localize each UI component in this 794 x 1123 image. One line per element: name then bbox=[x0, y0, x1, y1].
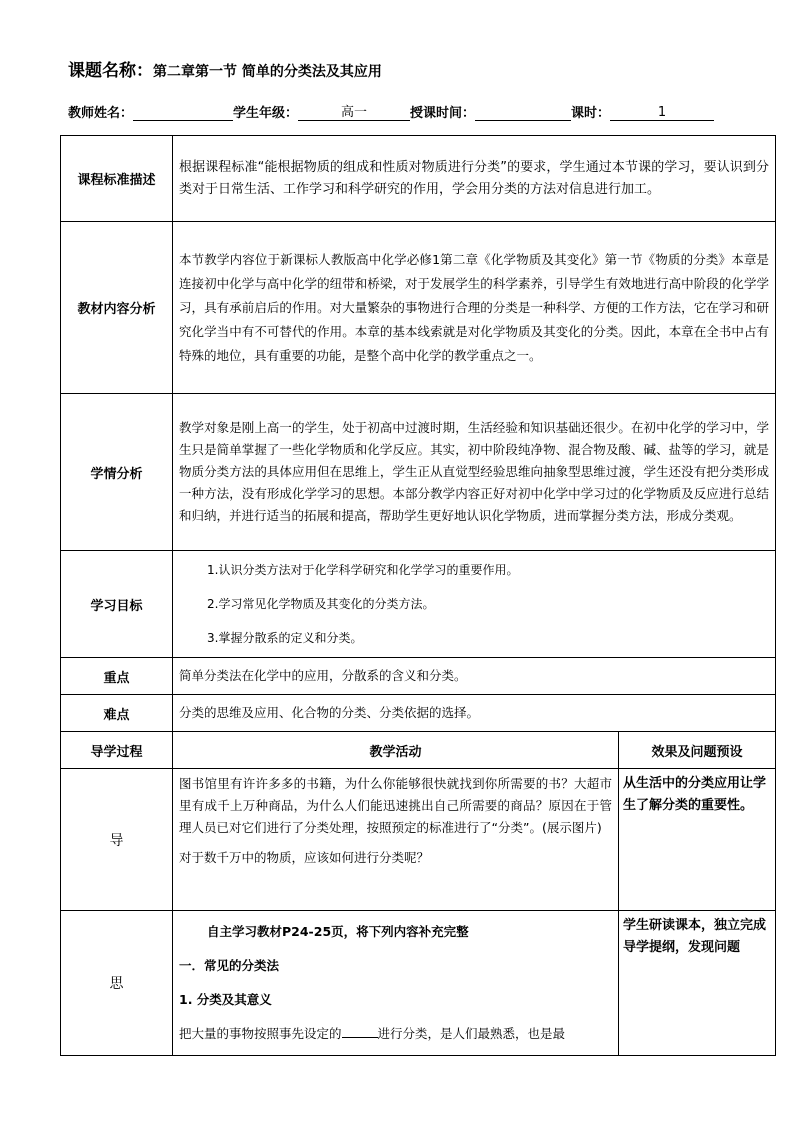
activity-header: 教学活动 bbox=[173, 732, 619, 769]
students-label: 学情分析 bbox=[61, 394, 173, 551]
lesson-title bbox=[68, 56, 382, 81]
goal-item: 1.认识分类方法对于化学科学研究和化学学习的重要作用。 bbox=[207, 563, 519, 577]
si-heading: 一．常见的分类法 bbox=[179, 958, 280, 973]
effect-header: 效果及问题预设 bbox=[619, 732, 776, 769]
hours-field[interactable]: 1 bbox=[610, 105, 714, 121]
dao-effect: 从生活中的分类应用让学生了解分类的重要性。 bbox=[619, 769, 776, 911]
key-text: 简单分类法在化学中的应用，分散系的含义和分类。 bbox=[173, 658, 776, 695]
material-text: 本节教学内容位于新课标人教版高中化学必修1第二章《化学物质及其变化》第一节《物质的分类》本章是连接初中化学与高中化学的纽带和桥梁，对于发展学生的科学素养，引导学生有效地进行高中阶段的化学学习，具有承前启后的作用。对大量繁杂的事物进行合理的分类是一种科学、方便的工作方法，它在学习和研究化学当中有不可替代的作用。本章的基本线索就是对化学物质及其变化的分类。因此，本章在全书中占有特殊的地位，具有重要的功能，是整个高中化学的教学重点之一。 bbox=[173, 222, 776, 394]
process-header: 导学过程 bbox=[61, 732, 173, 769]
time-label: 授课时间： bbox=[410, 106, 476, 121]
si-activity bbox=[173, 911, 619, 1056]
title-value: 第二章第一节 简单的分类法及其应用 bbox=[153, 64, 382, 80]
row-material bbox=[61, 222, 776, 394]
difficulty-label: 难点 bbox=[61, 695, 173, 732]
goal-item: 3.掌握分散系的定义和分类。 bbox=[207, 631, 363, 645]
row-students bbox=[61, 394, 776, 551]
goals-list bbox=[173, 551, 776, 658]
standard-label: 课程标准描述 bbox=[61, 136, 173, 222]
si-effect: 学生研读课本，独立完成导学提纲，发现问题 bbox=[619, 911, 776, 1056]
teacher-label: 教师姓名： bbox=[68, 106, 134, 121]
row-dao bbox=[61, 769, 776, 911]
difficulty-text: 分类的思维及应用、化合物的分类、分类依据的选择。 bbox=[173, 695, 776, 732]
row-difficulty bbox=[61, 695, 776, 732]
si-fill-text-a: 把大量的事物按照事先设定的 bbox=[179, 1026, 342, 1041]
dao-activity bbox=[173, 769, 619, 911]
row-standard bbox=[61, 136, 776, 222]
grade-label: 学生年级： bbox=[233, 106, 299, 121]
goals-label: 学习目标 bbox=[61, 551, 173, 658]
title-label: 课题名称： bbox=[68, 61, 153, 81]
grade-field[interactable]: 高一 bbox=[298, 105, 410, 121]
row-key bbox=[61, 658, 776, 695]
key-label: 重点 bbox=[61, 658, 173, 695]
si-fill-text-b: 进行分类，是人们最熟悉，也是最 bbox=[377, 1026, 566, 1041]
dao-label: 导 bbox=[61, 769, 173, 911]
row-si bbox=[61, 911, 776, 1056]
si-blank-field[interactable] bbox=[342, 1024, 378, 1038]
material-label: 教材内容分析 bbox=[61, 222, 173, 394]
row-process-header bbox=[61, 732, 776, 769]
teacher-field[interactable] bbox=[133, 105, 233, 121]
lesson-info-line bbox=[68, 102, 714, 121]
si-subheading: 1. 分类及其意义 bbox=[179, 992, 272, 1007]
time-field[interactable] bbox=[475, 105, 571, 121]
row-goals bbox=[61, 551, 776, 658]
goal-item: 2.学习常见化学物质及其变化的分类方法。 bbox=[207, 597, 435, 611]
si-instruction: 自主学习教材P24-25页，将下列内容补充完整 bbox=[207, 924, 469, 939]
students-text: 教学对象是刚上高一的学生，处于初高中过渡时期，生活经验和知识基础还很少。在初中化学的学习中，学生只是简单掌握了一些化学物质和化学反应。其实，初中阶段纯净物、混合物及酸、碱、盐等的学习，就是物质分类方法的具体应用但在思维上，学生正从直觉型经验思维向抽象型思维过渡，学生还没有把分类形成一种方法，没有形成化学学习的思想。本部分教学内容正好对初中化学中学习过的化学物质及反应进行总结和归纳，并进行适当的拓展和提高，帮助学生更好地认识化学物质，进而掌握分类方法，形成分类观。 bbox=[173, 394, 776, 551]
dao-paragraph: 图书馆里有许许多多的书籍，为什么你能够很快就找到你所需要的书？大超市里有成千上万种商品，为什么人们能迅速挑出自己所需要的商品？原因在于管理人员已对它们进行了分类处理，按照预定的标准进行了“分类”。(展示图片) bbox=[179, 776, 612, 835]
si-label: 思 bbox=[61, 911, 173, 1056]
dao-question: 对于数千万中的物质，应该如何进行分类呢？ bbox=[179, 850, 430, 865]
hours-label: 课时： bbox=[571, 106, 611, 121]
standard-text: 根据课程标准“能根据物质的组成和性质对物质进行分类”的要求，学生通过本节课的学习，要认识到分类对于日常生活、工作学习和科学研究的作用，学会用分类的方法对信息进行加工。 bbox=[173, 136, 776, 222]
si-fill-line bbox=[179, 1017, 612, 1051]
lesson-plan-table bbox=[60, 135, 776, 1056]
